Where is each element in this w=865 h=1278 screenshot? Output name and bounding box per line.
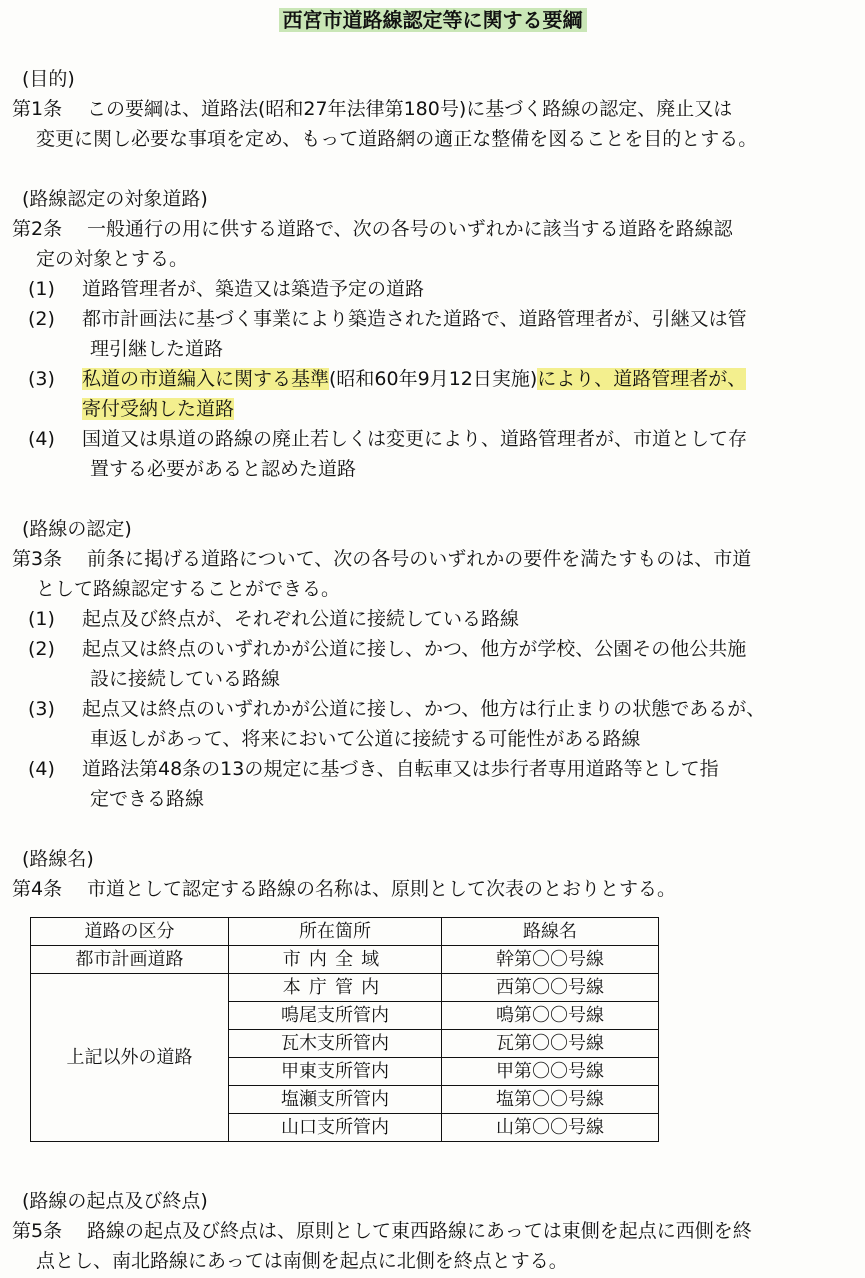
table-row: 瓦木支所管内 瓦第〇〇号線 <box>31 1030 659 1058</box>
article4 <box>0 874 865 904</box>
route-name-table <box>30 917 659 1142</box>
article4-number: 第4条 <box>12 878 63 900</box>
article3-text: 前条に掲げる道路について、次の各号のいずれかの要件を満たすものは、市道 <box>87 548 752 570</box>
table-row: 鳴尾支所管内 鳴第〇〇号線 <box>31 1002 659 1030</box>
article3-number: 第3条 <box>12 548 63 570</box>
table-row: 甲東支所管内 甲第〇〇号線 <box>31 1058 659 1086</box>
table-row: 上記以外の道路 本庁管内 西第〇〇号線 <box>31 974 659 1002</box>
article3 <box>0 544 865 574</box>
document-title: 西宮市道路線認定等に関する要綱 <box>0 5 865 35</box>
article1-number: 第1条 <box>12 98 63 120</box>
highlight-mark: 私道の市道編入に関する基準 <box>82 368 330 390</box>
article2-number: 第2条 <box>12 218 63 240</box>
article3-heading: (路線の認定) <box>22 518 132 540</box>
table-header-row <box>31 918 659 946</box>
article3-continuation: として路線認定することができる。 <box>36 578 341 600</box>
article2-text: 一般通行の用に供する道路で、次の各号のいずれかに該当する道路を路線認 <box>87 218 733 240</box>
article5-heading: (路線の起点及び終点) <box>22 1190 208 1212</box>
table-row: 塩瀬支所管内 塩第〇〇号線 <box>31 1086 659 1114</box>
article5-text: 路線の起点及び終点は、原則として東西路線にあっては東側を起点に西側を終 <box>87 1220 752 1242</box>
article1-heading: (目的) <box>22 68 75 90</box>
article2-item: (2) 都市計画法に基づく事業により築造された道路で、道路管理者が、引継又は管 理引継した道路 <box>28 308 747 360</box>
article2-item: (1) 道路管理者が、築造又は築造予定の道路 <box>28 278 425 300</box>
article2-continuation: 定の対象とする。 <box>36 248 189 270</box>
article5-section <box>0 1186 865 1276</box>
article2-item: (4) 国道又は県道の路線の廃止若しくは変更により、道路管理者が、市道として存 置する必要があると認めた道路 <box>28 428 748 480</box>
article3-item: (2) 起点又は終点のいずれかが公道に接し、かつ、他方が学校、公園その他公共施 設に接続している路線 <box>28 638 747 690</box>
article5 <box>0 1216 865 1246</box>
article3-item: (4) 道路法第48条の13の規定に基づき、自転車又は歩行者専用道路等として指 定できる路線 <box>28 758 719 810</box>
article3-item: (1) 起点及び終点が、それぞれ公道に接続している路線 <box>28 608 520 630</box>
article2-heading: (路線認定の対象道路) <box>22 188 208 210</box>
article4-heading: (路線名) <box>22 848 94 870</box>
article3-item: (3) 起点又は終点のいずれかが公道に接し、かつ、他方は行止まりの状態であるが、 車返しがあって、将来において公道に接続する可能性がある路線 <box>28 698 766 750</box>
article2-item-highlighted: (3) 私道の市道編入に関する基準(昭和60年9月12日実施)により、道路管理者が、 寄付受納した道路 <box>28 368 747 420</box>
article1-continuation: 変更に関し必要な事項を定め、もって道路網の適正な整備を図ることを目的とする。 <box>36 128 758 150</box>
table-row: 山口支所管内 山第〇〇号線 <box>31 1114 659 1142</box>
table-header: 路線名 <box>442 918 659 946</box>
article4-text: 市道として認定する路線の名称は、原則として次表のとおりとする。 <box>87 878 677 900</box>
table-header: 道路の区分 <box>31 918 229 946</box>
article1 <box>0 94 865 124</box>
highlight-mark: 寄付受納した道路 <box>82 398 235 420</box>
article5-continuation: 点とし、南北路線にあっては南側を起点に北側を終点とする。 <box>36 1250 568 1272</box>
table-row: 都市計画道路 市内全域 幹第〇〇号線 <box>31 946 659 974</box>
table-header: 所在箇所 <box>229 918 442 946</box>
article1-text: この要綱は、道路法(昭和27年法律第180号)に基づく路線の認定、廃止又は <box>87 98 733 120</box>
document-body <box>0 64 865 904</box>
article2 <box>0 214 865 244</box>
article5-number: 第5条 <box>12 1220 63 1242</box>
highlight-mark: により、道路管理者が、 <box>537 368 747 390</box>
